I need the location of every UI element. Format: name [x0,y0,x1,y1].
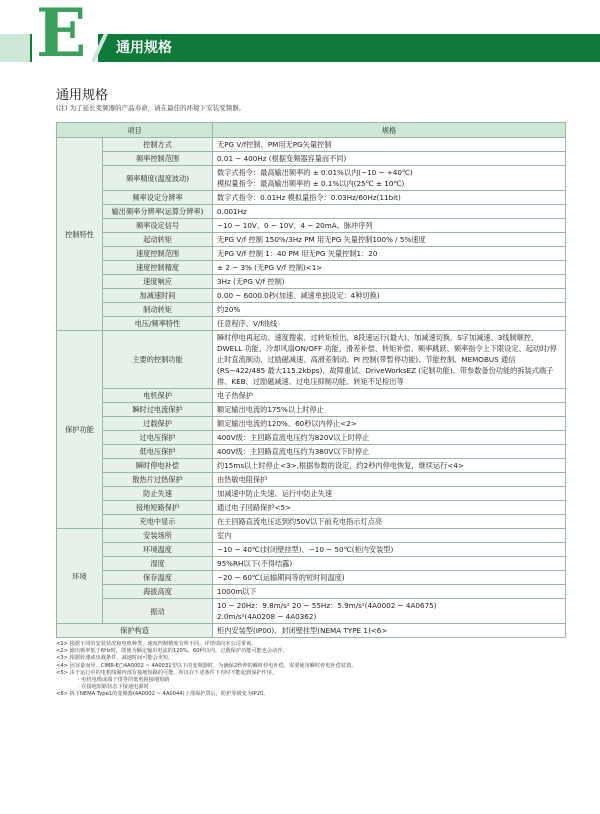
table-row [57,487,566,501]
row-spec [213,205,566,219]
row-item: 保存温度 [103,571,213,585]
table-row [57,191,566,205]
row-item: 湿度 [103,557,213,571]
row-spec [213,219,566,233]
row-item: 保护构造 [57,624,213,638]
spec-line: 2.0m/s²(4A0208 ~ 4A0362) [217,612,317,621]
row-spec [213,459,566,473]
row-item: 散热片过热保护 [103,473,213,487]
row-item: 充电中显示 [103,515,213,529]
row-item: 速度控制范围 [103,247,213,261]
row-item: 制动转矩 [103,303,213,317]
spec-line: 1000m以下 [217,587,257,596]
spec-line: 柜内安装型(IP00)、封闭壁挂型(NEMA TYPE 1)<6> [217,626,388,635]
table-row [57,599,566,624]
row-item: 加减速时间 [103,289,213,303]
row-item: 频率设定分辨率 [103,191,213,205]
spec-line: 无PG V/f 控制 150%/3Hz PM 用无PG 矢量控制100% / 5%速度 [217,235,426,244]
header-accent [0,34,30,62]
row-item: 速度响应 [103,275,213,289]
spec-line: 10 ~ 20Hz：9.8m/s² 20 ~ 55Hz：5.9m/s²(4A0002 ~ 4A0675) [217,601,437,610]
row-spec [213,445,566,459]
spec-line: −10 ~ 40℃(封闭壁挂型)、−10 ~ 50℃(柜内安装型) [217,545,394,554]
row-spec [213,403,566,417]
footnote: <6> 拆下NEMA Type1的变频器(4A0002 ~ 4A0044)上部保护罩后，防护等级变为IP20。 [56,691,269,698]
table-row [57,317,566,331]
spec-line: 室内 [217,531,232,540]
table-row [57,431,566,445]
spec-table [56,122,566,638]
header-slash-decoration [92,34,108,62]
table-row [57,473,566,487]
row-item: 主要的控制功能 [103,331,213,389]
table-row [57,261,566,275]
row-spec [213,317,566,331]
row-spec [213,247,566,261]
row-item: 过电压保护 [103,431,213,445]
table-row [57,459,566,473]
row-spec [213,431,566,445]
table-header-row [57,123,566,138]
page-note: (注) 为了延长变频器的产品寿命，请在最佳的环境下安装变频器。 [56,104,246,112]
spec-line: 无PG V/f 控制 1：40 PM 用无PG 矢量控制1：20 [217,249,378,258]
row-item: 安装场所 [103,529,213,543]
footnote: <4> 因容量而异。CIMR-E□4A0002 ~ 4A0031型以下的变频器时，为确保2秒钟的瞬时停电补偿，需要使用瞬时停电补偿装置。 [56,662,357,669]
row-spec [213,501,566,515]
table-row [57,543,566,557]
row-spec [213,515,566,529]
row-item: 速度控制精度 [103,261,213,275]
table-row [57,275,566,289]
row-spec [213,473,566,487]
spec-line: 电子热保护 [217,391,253,400]
row-item: 电机保护 [103,389,213,403]
table-row [57,247,566,261]
row-spec [213,138,566,152]
footnote: · 电机电缆或端子排等的低电阻接地短路 [78,677,170,684]
row-spec [213,261,566,275]
row-spec [213,275,566,289]
row-item: 海拔高度 [103,585,213,599]
footnote: <1> 根据不同的安装状况和电机种类，速度控制精度有所不同。详情请向本公司垂询。 [56,641,257,647]
row-item: 接地短路保护 [103,501,213,515]
table-row [57,152,566,166]
spec-line: −20 ~ 60℃(运输期间等的短时间温度) [217,573,345,582]
row-item: 电压/频率特性 [103,317,213,331]
spec-line: 约20% [217,305,241,314]
table-row [57,166,566,191]
spec-line: 约15ms以上时停止<3>,根据参数的设定，约2秒内停电恢复，继续运行<4> [217,461,464,470]
spec-line: 额定输出电流的175%以上时停止 [217,405,324,414]
row-item: 低电压保护 [103,445,213,459]
row-item: 频率设定信号 [103,219,213,233]
spec-line: 加减速中防止失速、运行中防止失速 [217,489,333,498]
table-row [57,515,566,529]
row-item: 控制方式 [103,138,213,152]
footnotes [56,641,356,699]
row-spec [213,599,566,624]
spec-line: 模拟量指令：最高输出频率的 ± 0.1%以内(25℃ ± 10℃) [217,179,405,188]
row-item: 起动转矩 [103,233,213,247]
column-header-item: 项目 [57,123,213,138]
row-item: 环境温度 [103,543,213,557]
row-spec [213,389,566,403]
footnote: <2> 输出频率低于6Hz时，即使为额定输出电流的120%、60秒以内，过载保护功能可能也会动作。 [56,648,288,655]
table-row [57,403,566,417]
spec-line: ± 2 ~ 3% (无PG V/f 控制)<1> [217,263,323,272]
row-item: 防止失速 [103,487,213,501]
spec-line: 任意程序、V/f曲线 [217,319,278,328]
row-item: 过载保护 [103,417,213,431]
row-category: 保护功能 [57,331,103,529]
table-body [57,138,566,638]
row-spec [213,166,566,191]
row-spec [213,233,566,247]
table-row [57,557,566,571]
column-header-spec: 规格 [213,123,566,138]
spec-line: 数字式指令：最高输出频率的 ± 0.01%以内(−10 ~ +40℃) [217,168,413,177]
row-item: 振动 [103,599,213,624]
row-spec [213,303,566,317]
spec-line: 额定输出电流的120%、60秒以内停止<2> [217,419,357,428]
row-category: 环境 [57,529,103,624]
spec-line: 0.00 ~ 6000.0秒(加速、减速单独设定：4种切换) [217,291,380,300]
spec-line: 通过电子回路保护<5> [217,503,292,512]
row-spec [213,289,566,303]
row-item: 瞬时停电补偿 [103,459,213,473]
row-category: 控制特性 [57,138,103,331]
table-row [57,529,566,543]
spec-line: 0.01 ~ 400Hz (根据变频器容量而不同) [217,154,347,163]
spec-line: 无PG V/f控制、PM用无PG矢量控制 [217,140,332,149]
header-title: 通用规格 [116,40,172,56]
page-title: 通用规格 [56,88,109,103]
table-row [57,571,566,585]
spec-line: −10 ~ 10V、0 ~ 10V、4 ~ 20mA、脉冲序列 [217,221,373,230]
footnote: <3> 根据转速或负载条件，减速时间可能会更短。 [56,655,174,662]
row-spec [213,543,566,557]
table-row [57,445,566,459]
spec-line: 在主回路直流电压达到约50V以下前充电指示灯点亮 [217,517,383,526]
row-spec [213,191,566,205]
row-item: 频率控制范围 [103,152,213,166]
table-row [57,205,566,219]
row-spec [213,557,566,571]
table-row [57,219,566,233]
spec-line: 400V级：主回路直流电压约为380V以下时停止 [217,447,370,456]
row-item: 瞬时过电流保护 [103,403,213,417]
spec-line: 数字式指令：0.01Hz 模拟量指令：0.03Hz/60Hz(11bit) [217,193,401,202]
row-spec [213,571,566,585]
spec-line: 由热敏电阻保护 [217,475,268,484]
table-row [57,585,566,599]
table-row [57,417,566,431]
spec-line: 400V级：主回路直流电压约为820V以上时停止 [217,433,370,442]
spec-line: 3Hz (无PG V/f 控制) [217,277,285,286]
row-item: 频率精度(温度波动) [103,166,213,191]
table-row [57,138,566,152]
footnote: · 在接地短路状态下接通电源时 [78,684,149,691]
table-row [57,303,566,317]
row-spec [213,529,566,543]
row-spec [213,331,566,389]
table-row [57,389,566,403]
row-spec [213,585,566,599]
row-item: 输出频率分辨率(运算分辨率) [103,205,213,219]
spec-line: 95%RH以下(不得结露) [217,559,293,568]
row-spec [213,417,566,431]
spec-line: 0.001Hz [217,207,247,216]
table-row [57,624,566,638]
spec-line: 瞬时停电再起动、速度搜索、过转矩检出、8段速运行(最大)、加减速切换、S字加减速、3线制顺控、DWELL 功能、冷却风扇ON/OFF 功能、滑差补偿、转矩补偿、频率跳跃、频率指令上下限设定、起动时/停止时直流制动、过励磁减速、高滑差制动、PI 控制(带暂停功能)、节能控制、MEMOBUS 通信(RS−422/485 最大115.2kbps)、故障重试、DriveWorksEZ (定制功能)、带参数备份功能的拆装式端子排、KEB、过励磁减速、过电压抑制功能、转矩不足检出等 [217,333,557,386]
footnote: <5> 由于运行中的电机线圈内部有接地短路的可能，所以在下述条件下有时不能起到保护作用。 [56,669,278,676]
row-spec [213,624,566,638]
table-row [57,331,566,389]
table-row [57,501,566,515]
section-letter: E [36,0,87,72]
row-spec [213,487,566,501]
table-row [57,233,566,247]
table-row [57,289,566,303]
row-spec [213,152,566,166]
